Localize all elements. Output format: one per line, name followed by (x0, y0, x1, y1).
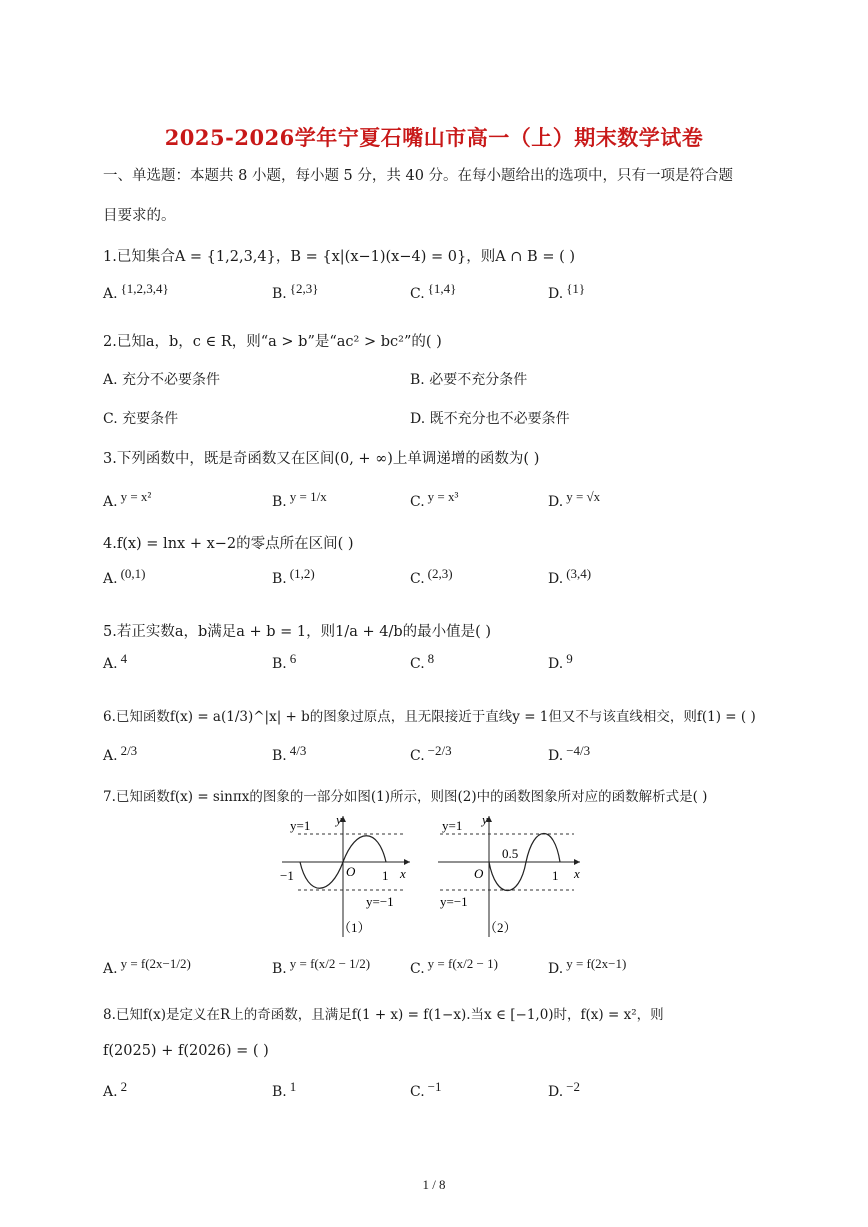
fig2-label-x: x (574, 866, 580, 881)
figure-2-graph (434, 812, 584, 942)
question-8-stem-cont: f(2025) + f(2026) = ( ) (103, 1043, 269, 1059)
q2-option-d[interactable]: D. 既不充分也不必要条件 (410, 411, 570, 427)
q3-option-d[interactable]: D. y = √x (548, 489, 601, 510)
fig2-label-1: 1 (552, 868, 559, 883)
fig1-label-yneg1: y=−1 (366, 894, 394, 909)
q4-option-c[interactable]: C. (2,3) (410, 566, 453, 587)
fig1-caption: （1） (338, 920, 371, 935)
q2-option-a[interactable]: A. 充分不必要条件 (103, 372, 221, 388)
question-7-stem: 7.已知函数f(x) = sinπx的图象的一部分如图(1)所示，则图(2)中的函数图象所对应的函数解析式是( ) (103, 789, 708, 805)
fig2-label-half: 0.5 (502, 846, 519, 861)
q8-option-a[interactable]: A. 2 (103, 1079, 128, 1100)
question-3-stem: 3.下列函数中，既是奇函数又在区间(0, + ∞)上单调递增的函数为( ) (103, 451, 540, 467)
q1-option-c[interactable]: C. {1,4} (410, 281, 457, 302)
q2-option-b[interactable]: B. 必要不充分条件 (410, 372, 528, 388)
question-4-stem: 4.f(x) = lnx + x−2的零点所在区间( ) (103, 536, 354, 552)
fig2-caption: （2） (484, 920, 517, 935)
q1-option-a[interactable]: A. {1,2,3,4} (103, 281, 169, 302)
q1-option-b[interactable]: B. {2,3} (272, 281, 319, 302)
q5-option-b[interactable]: B. 6 (272, 651, 297, 672)
q6-option-d[interactable]: D. −4/3 (548, 743, 591, 764)
q4-option-a[interactable]: A. (0,1) (103, 566, 146, 587)
q6-option-b[interactable]: B. 4/3 (272, 743, 307, 764)
question-2-stem: 2.已知a，b，c ∈ R，则“a > b”是“ac² > bc²”的( ) (103, 334, 442, 350)
q8-option-b[interactable]: B. 1 (272, 1079, 297, 1100)
question-5-stem: 5.若正实数a，b满足a + b = 1，则1/a + 4/b的最小值是( ) (103, 624, 492, 640)
q4-option-b[interactable]: B. (1,2) (272, 566, 315, 587)
q5-option-c[interactable]: C. 8 (410, 651, 435, 672)
q7-option-d[interactable]: D. y = f(2x−1) (548, 956, 627, 977)
question-1-stem: 1.已知集合A = {1,2,3,4}，B = {x|(x−1)(x−4) = 0}，则A ∩ B = ( ) (103, 249, 575, 265)
fig2-label-y: y (482, 812, 488, 827)
q1-option-d[interactable]: D. {1} (548, 281, 586, 302)
q3-option-a[interactable]: A. y = x² (103, 489, 152, 510)
q3-option-c[interactable]: C. y = x³ (410, 489, 459, 510)
fig1-label-origin: O (346, 864, 356, 879)
fig2-label-origin: O (474, 866, 484, 881)
q7-option-a[interactable]: A. y = f(2x−1/2) (103, 956, 191, 977)
fig2-label-y1: y=1 (442, 818, 463, 833)
fig1-label-y: y (336, 812, 342, 827)
section-heading-line2: 目要求的。 (103, 208, 176, 224)
q8-option-d[interactable]: D. −2 (548, 1079, 581, 1100)
q7-option-c[interactable]: C. y = f(x/2 − 1) (410, 956, 498, 977)
q6-option-c[interactable]: C. −2/3 (410, 743, 452, 764)
q5-option-a[interactable]: A. 4 (103, 651, 128, 672)
fig2-label-yneg1: y=−1 (440, 894, 468, 909)
section-heading-line1: 一、单选题：本题共 8 小题，每小题 5 分，共 40 分。在每小题给出的选项中，只有一项是符合题 (103, 168, 734, 184)
fig1-label-1: 1 (382, 868, 389, 883)
question-6-stem: 6.已知函数f(x) = a(1/3)^|x| + b的图象过原点，且无限接近于直线y = 1但又不与该直线相交，则f(1) = ( ) (103, 709, 756, 725)
page-title: 2025-2026学年宁夏石嘴山市高一（上）期末数学试卷 (164, 125, 704, 150)
figure-1-graph (278, 812, 418, 942)
fig1-label-neg1: −1 (280, 868, 294, 883)
page-number: 1 / 8 (422, 1177, 446, 1192)
q6-option-a[interactable]: A. 2/3 (103, 743, 138, 764)
q3-option-b[interactable]: B. y = 1/x (272, 489, 327, 510)
question-8-stem: 8.已知f(x)是定义在R上的奇函数，且满足f(1 + x) = f(1−x).当x ∈ [−1,0)时，f(x) = x²，则 (103, 1007, 664, 1023)
fig1-label-y1: y=1 (290, 818, 311, 833)
q8-option-c[interactable]: C. −1 (410, 1079, 442, 1100)
fig1-label-x: x (400, 866, 406, 881)
q5-option-d[interactable]: D. 9 (548, 651, 573, 672)
q4-option-d[interactable]: D. (3,4) (548, 566, 592, 587)
q7-option-b[interactable]: B. y = f(x/2 − 1/2) (272, 956, 371, 977)
q2-option-c[interactable]: C. 充要条件 (103, 411, 179, 427)
